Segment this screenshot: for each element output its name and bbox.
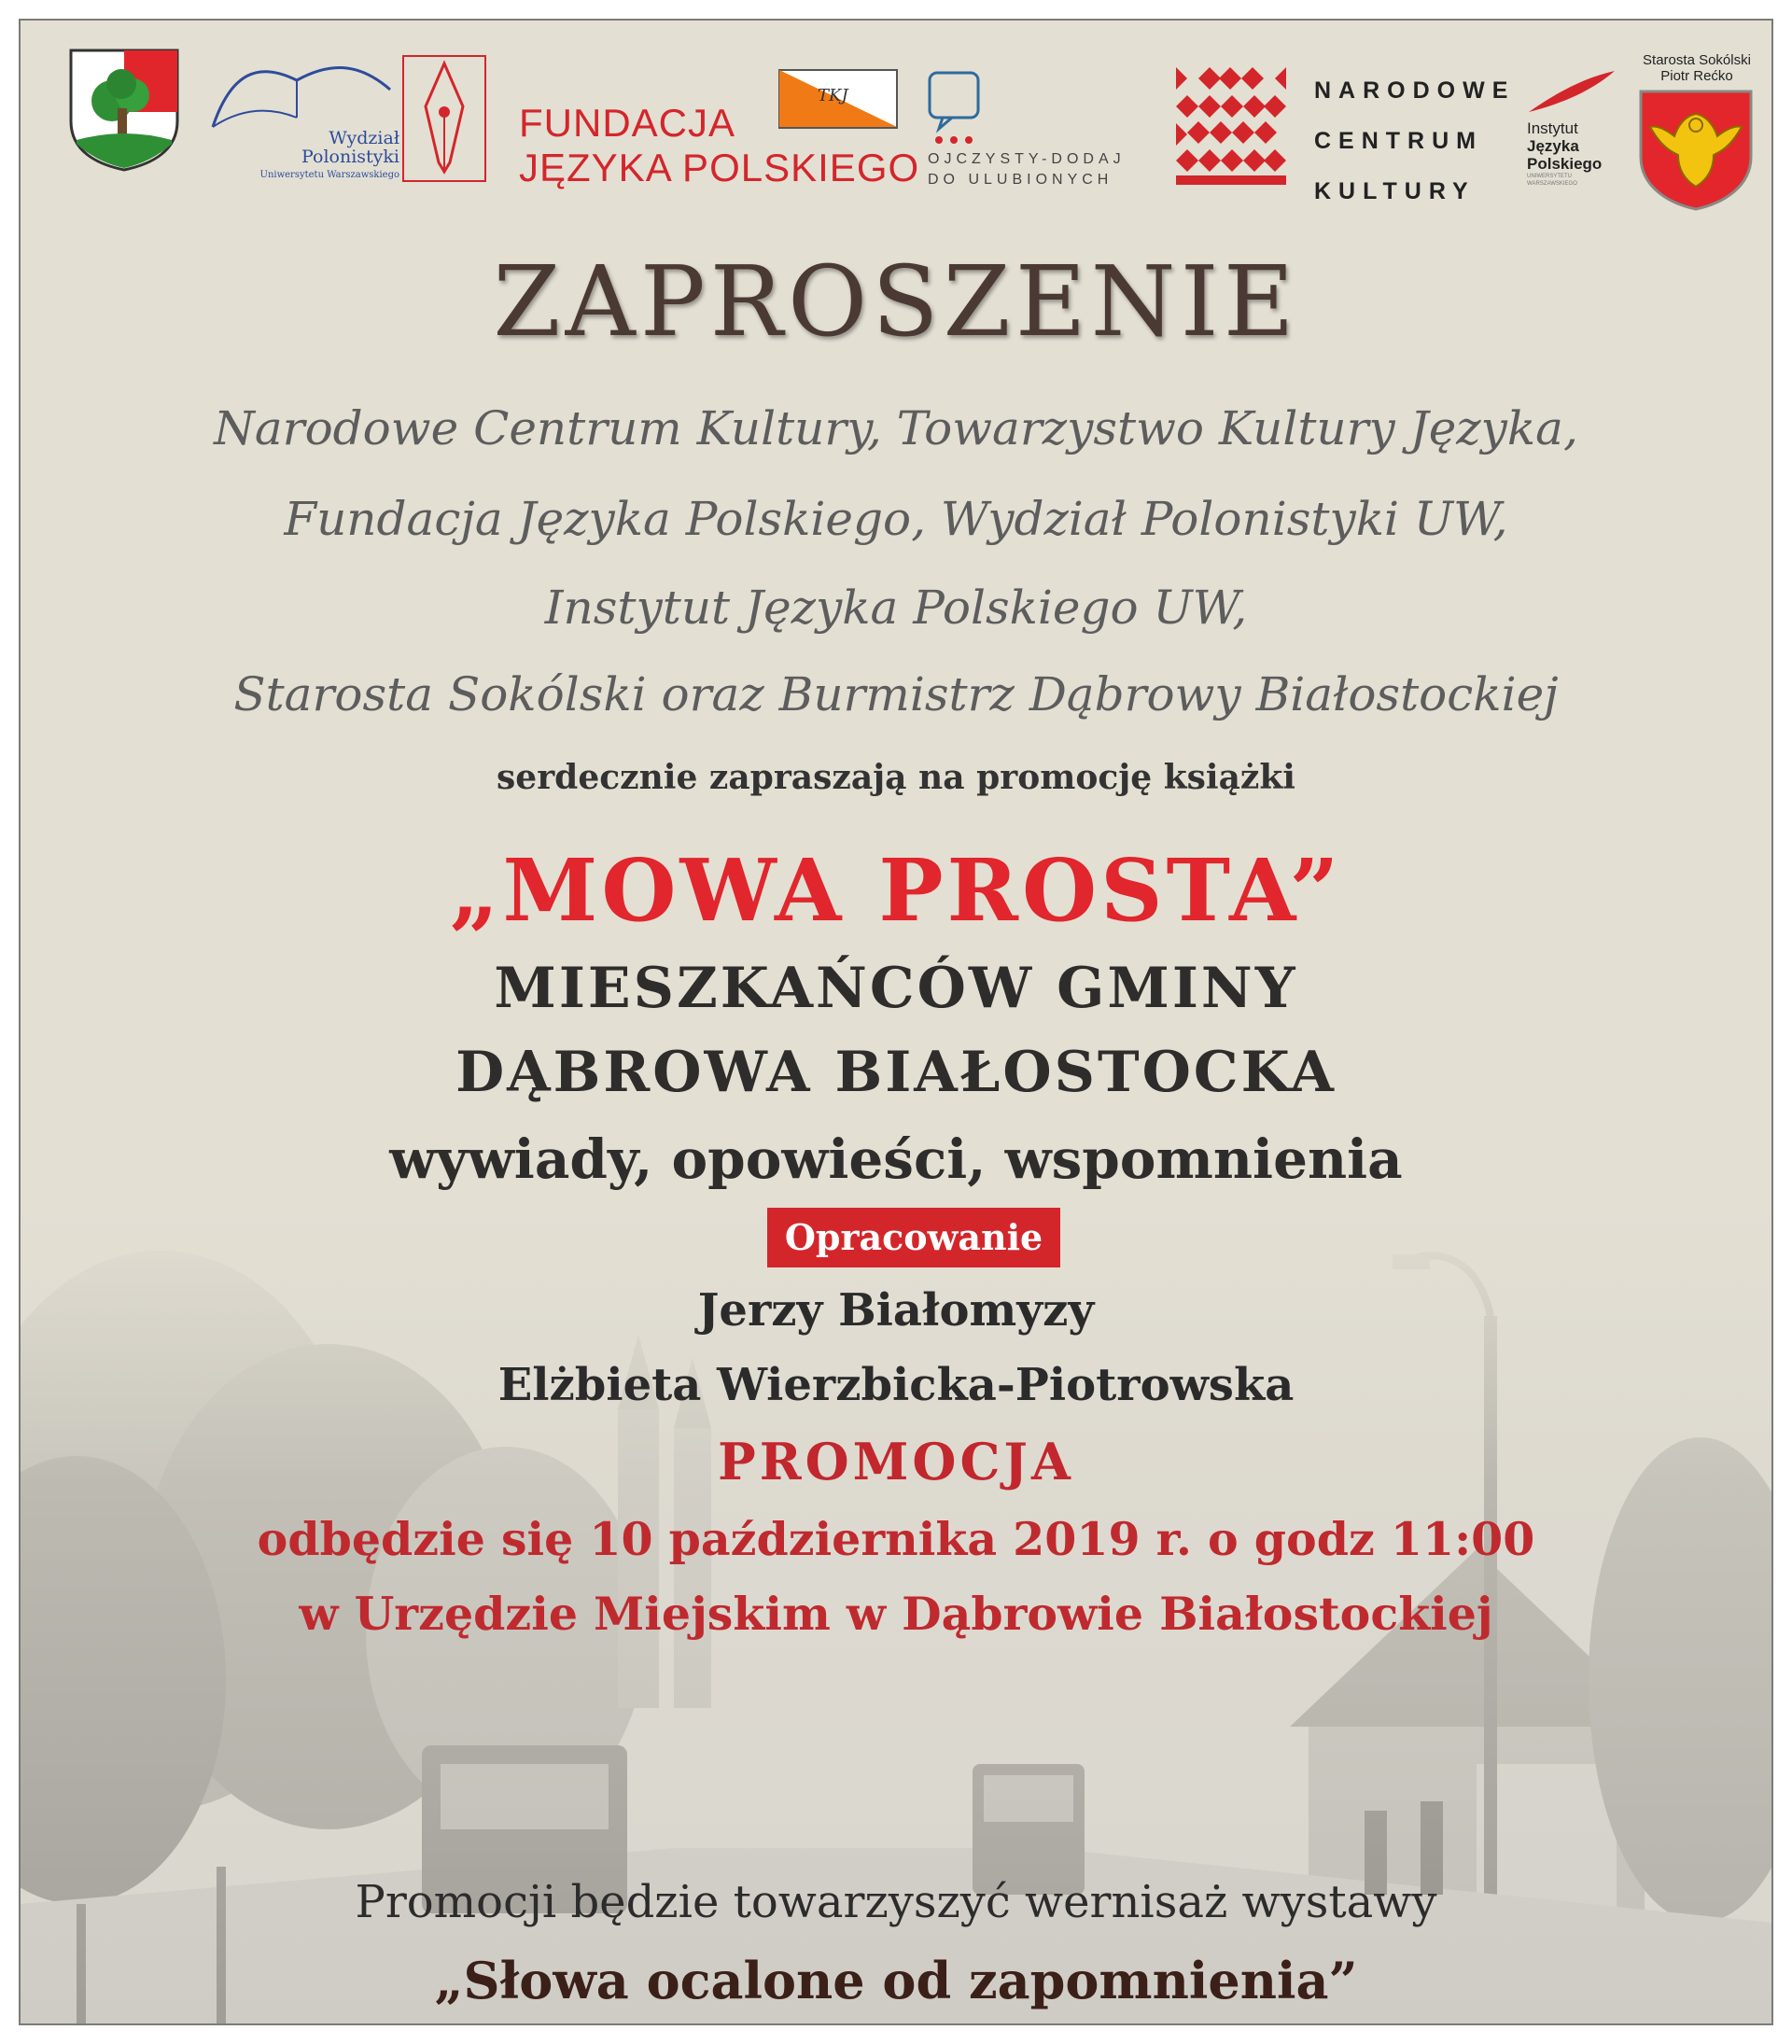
promo-date: odbędzie się 10 października 2019 r. o godz 11:00 [257, 1512, 1535, 1566]
ijp-logo-text [1527, 119, 1602, 188]
invitation-title: ZAPROSZENIE [493, 245, 1299, 358]
book-subtitle-1: MIESZKAŃCÓW GMINY [494, 956, 1298, 1021]
starosta-line2: Piotr Rećko [1660, 68, 1733, 84]
wydzial-line1: Wydział [329, 128, 399, 148]
invitation-poster [19, 19, 1773, 2025]
ojczysty-logo-text [928, 149, 1126, 190]
vernissage-line: Promocji będzie towarzyszyć wernisaż wystawy [355, 1876, 1437, 1928]
nck-pattern-icon [1176, 67, 1286, 185]
ojczysty-line1: OJCZYSTY-DODAJ [928, 151, 1126, 167]
editor-label: Opracowanie [767, 1208, 1060, 1267]
promo-heading: PROMOCJA [718, 1432, 1074, 1491]
starosta-logo-text [1622, 52, 1771, 84]
wydzial-line2: Polonistyki [301, 147, 399, 167]
nck-logo-text [1314, 65, 1515, 217]
ojczysty-line2: DO ULUBIONYCH [928, 172, 1113, 188]
tkj-label: TKJ [818, 86, 848, 105]
author-1: Jerzy Białomyzy [697, 1284, 1095, 1337]
ijp-line2: Języka [1527, 137, 1579, 155]
invite-line: serdecznie zapraszają na promocję książki [497, 758, 1295, 797]
organizers-line-1: Narodowe Centrum Kultury, Towarzystwo Kultury Języka, [214, 401, 1578, 455]
fundacja-line2: JĘZYKA POLSKIEGO [519, 146, 920, 189]
organizers-line-4: Starosta Sokólski oraz Burmistrz Dąbrowy Białostockiej [233, 667, 1559, 721]
nck-line2: CENTRUM [1314, 128, 1483, 154]
book-subtitle-3: wywiady, opowieści, wspomnienia [389, 1127, 1403, 1191]
quill-icon [1525, 67, 1618, 116]
nck-line1: NARODOWE [1314, 77, 1516, 104]
eagle-coat-of-arms [1637, 88, 1755, 211]
fountain-pen-icon [398, 50, 491, 187]
starosta-line1: Starosta Sokólski [1643, 52, 1751, 68]
ijp-line4: UNIWERSYTETU WARSZAWSKIEGO [1527, 174, 1577, 187]
wydzial-polonistyki-logo [203, 52, 399, 183]
speech-bubble-icon [926, 69, 982, 147]
fundacja-line1: FUNDACJA [519, 101, 736, 145]
author-2: Elżbieta Wierzbicka-Piotrowska [497, 1359, 1295, 1411]
organizers-line-2: Fundacja Języka Polskiego, Wydział Polonistyki UW, [284, 492, 1508, 546]
ijp-line1: Instytut [1527, 119, 1578, 137]
promo-place: w Urzędzie Miejskim w Dąbrowie Białostockiej [299, 1587, 1493, 1641]
logo-strip [21, 21, 1771, 226]
book-title: „MOWA PROSTA” [449, 840, 1343, 941]
ijp-line3: Polskiego [1527, 155, 1603, 173]
book-subtitle-2: DĄBROWA BIAŁOSTOCKA [455, 1040, 1337, 1105]
dabrowa-coat-of-arms [67, 47, 181, 172]
nck-line3: KULTURY [1314, 178, 1476, 204]
organizers-line-3: Instytut Języka Polskiego UW, [544, 581, 1248, 635]
open-book-icon [203, 52, 399, 136]
exhibition-title: „Słowa ocalone od zapomnienia” [434, 1951, 1358, 2010]
wydzial-line3: Uniwersytetu Warszawskiego [259, 170, 399, 180]
